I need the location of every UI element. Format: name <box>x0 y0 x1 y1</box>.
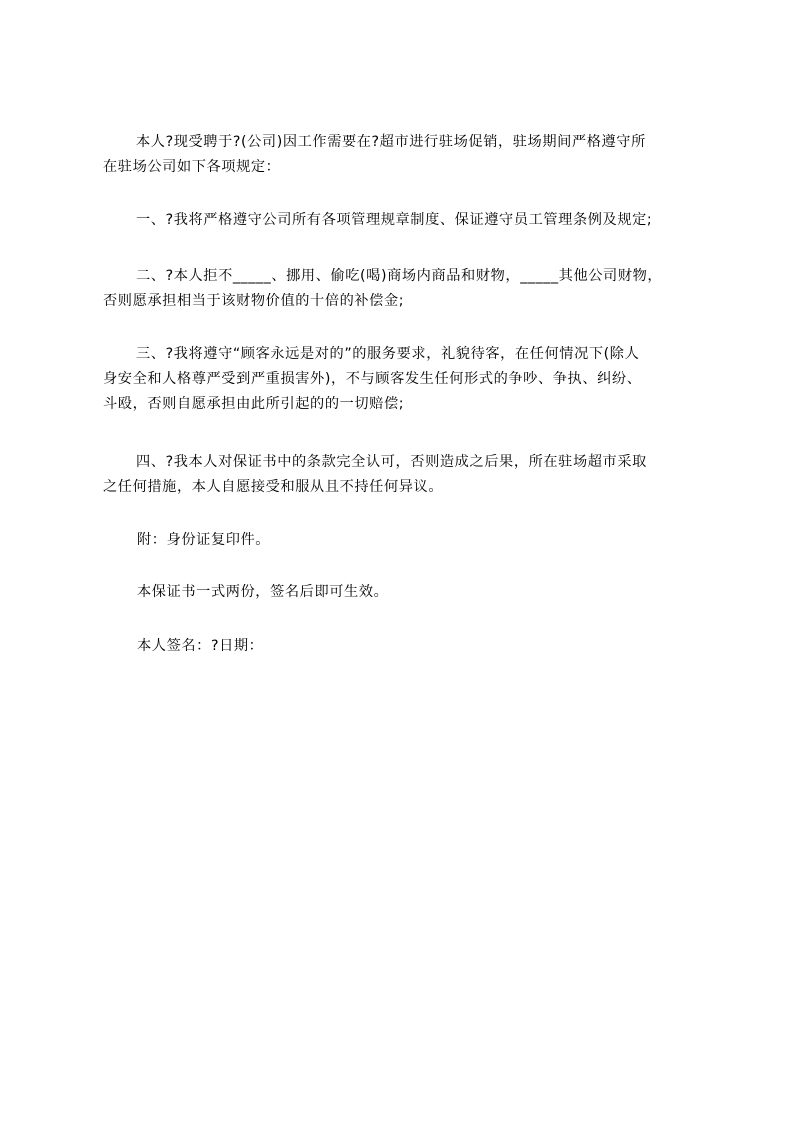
signature-line <box>103 634 701 659</box>
clause-4-line-1: 四、?我本人对保证书中的条款完全认可，否则造成之后果，所在驻场超市采取 <box>136 454 647 470</box>
clause-4-line-2: 之任何措施，本人自愿接受和服从且不持任何异议。 <box>103 479 444 495</box>
clause-3-line-3: 斗殴，否则自愿承担由此所引起的的一切赔偿; <box>103 396 405 412</box>
attachment-line: 附：身份证复印件。 <box>137 532 271 548</box>
clause-3-paragraph <box>103 342 701 417</box>
intro-paragraph <box>103 130 701 180</box>
clause-3-line-1: 三、?我将遵守“顾客永远是对的”的服务要求，礼貌待客，在任何情况下(除人 <box>136 346 640 362</box>
validity-note <box>103 580 701 605</box>
validity-line: 本保证书一式两份，签名后即可生效。 <box>137 584 389 600</box>
clause-3-line-2: 身安全和人格尊严受到严重损害外)，不与顾客发生任何形式的争吵、争执、纠纷、 <box>103 371 642 387</box>
intro-line-2: 在驻场公司如下各项规定： <box>103 159 281 175</box>
signature-text: 本人签名：?日期： <box>137 638 264 654</box>
clause-1-paragraph <box>103 208 701 233</box>
clause-1-line-1: 一、?我将严格遵守公司所有各项管理规章制度、保证遵守员工管理条例及规定; <box>136 212 653 228</box>
clause-2-line-1: 二、?本人拒不_____、挪用、偷吃(喝)商场内商品和财物，_____其他公司财物， <box>136 268 663 284</box>
attachment-note <box>103 528 701 553</box>
intro-line-1: 本人?现受聘于?(公司)因工作需要在?超市进行驻场促销，驻场期间严格遵守所 <box>136 134 646 150</box>
clause-2-paragraph <box>103 264 701 314</box>
clause-2-line-2: 否则愿承担相当于该财物价值的十倍的补偿金; <box>103 293 405 309</box>
clause-4-paragraph <box>103 450 701 500</box>
